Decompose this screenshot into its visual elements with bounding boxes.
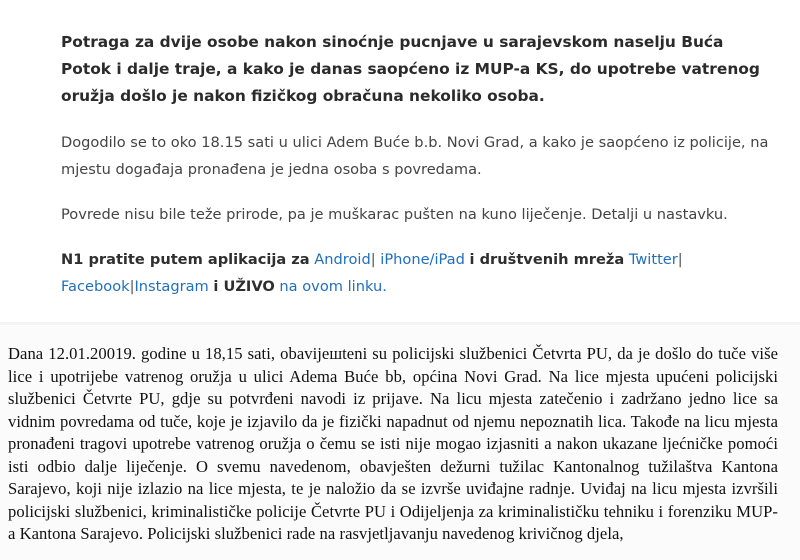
separator: | — [129, 278, 135, 295]
separator: | — [370, 251, 376, 268]
facebook-link[interactable]: Facebook — [61, 278, 130, 295]
scanned-police-report — [0, 322, 800, 560]
article-lead: Potraga za dvije osobe nakon sinoćnje pucnjave u sarajevskom naselju Buća Potok i dalje traje, a kako je danas saopćeno iz MUP-a KS, do upotrebe vatrenog oružja došlo je nakon fizičkog obračuna nekoliko osoba. — [61, 33, 760, 105]
separator: | — [677, 251, 683, 268]
follow-n1-paragraph — [61, 246, 781, 300]
twitter-link[interactable]: Twitter — [628, 251, 678, 268]
iphone-ipad-link[interactable]: iPhone/iPad — [380, 251, 465, 268]
follow-middle-text: i društvenih mreža — [469, 251, 625, 268]
live-text: i UŽIVO — [213, 278, 275, 295]
follow-prefix: N1 pratite putem aplikacija za — [61, 251, 310, 268]
article-paragraph-2: Povrede nisu bile teže prirode, pa je muškarac pušten na kuno liječenje. Detalji u nastavku. — [61, 206, 728, 223]
instagram-link[interactable]: Instagram — [134, 278, 209, 295]
android-link[interactable]: Android — [314, 251, 371, 268]
live-stream-link[interactable]: na ovom linku. — [279, 278, 387, 295]
article-paragraph-1: Dogodilo se to oko 18.15 sati u ulici Adem Buće b.b. Novi Grad, a kako je saopćeno iz policije, na mjestu događaja pronađena je jedna osoba s povredama. — [61, 134, 769, 178]
police-report-text: Dana 12.01.20019. godine u 18,15 sati, obavijешteni su policijski službenici Četvrta PU, da je došlo do tuče više lice i upotrijebe vatrenog oružja u ulici Adema Buće bb, općina Novi Grad. Na lice mjesta upućeni policijski službenici Četvrte PU, gdje su potvrđeni navodi iz prijave. Na licu mjesta zatečenio i zadržano jedno lice sa vidnim povredama od tuče, koje je izjavilo da je fizički napadnut od njemu nepoznatih lica. Takođe na licu mjesta pronađeni tragovi upotrebe vatrenog oružja o čemu se isti nije mogao izjasniti a nakon ukazane ljećničke pomoći isti odbio dalje liječenje. O svemu navedenom, obavješten dežurni tužilac Kantonalnog tužilaštva Kantona Sarajevo, koji nije izlazio na lice mjesta, te je naložio da se izvrše uviđajne radnje. Uviđaj na licu mjesta izvršili policijski službenici, kriminalističke policije Četvrte PU i Odijeljenja za kriminalističku tehniku i forenziku MUP-a Kantona Sarajevo. Policijski službenici rade na rasvjetljavanju navedenog krivičnog djela, — [8, 344, 778, 543]
